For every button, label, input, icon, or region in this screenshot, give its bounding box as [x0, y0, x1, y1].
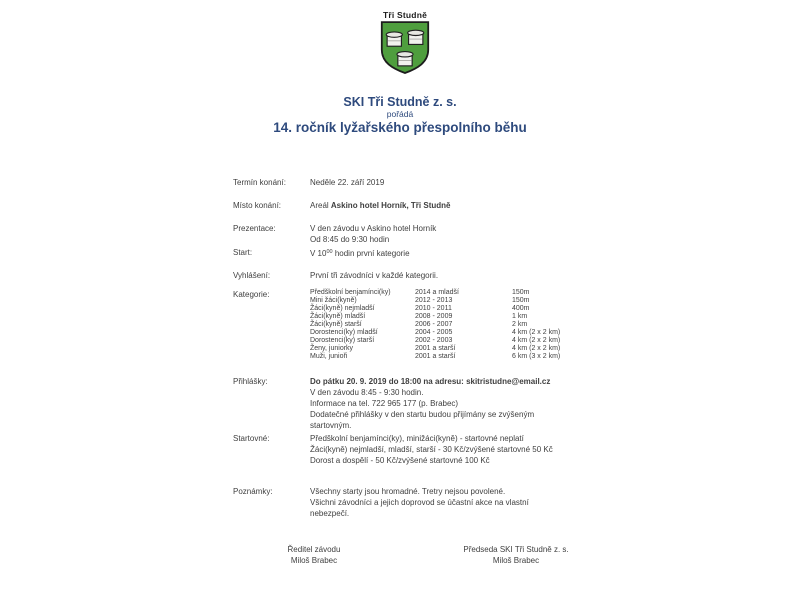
venue-name: Askino hotel Horník, Tři Studně [330, 201, 451, 210]
field-label: Přihlášky: [233, 377, 268, 386]
category-row: Ženy, juniorky 2001 a starší 4 km (2 x 2 km) [310, 345, 561, 352]
field-value [310, 223, 436, 245]
category-table [310, 289, 560, 361]
field-misto [233, 200, 450, 211]
organizer-subtitle: pořádá [386, 109, 414, 119]
category-row: Předškolní benjamínci(ky) 2014 a mladší 150m [310, 289, 530, 296]
field-start [233, 247, 410, 259]
signature-role: Ředitel závodu [287, 545, 341, 554]
signature-club-chairman [430, 544, 602, 566]
field-value: První tři závodníci v každé kategorii. [310, 271, 439, 280]
category-row: Dorostenci(ky) starší 2002 - 2003 4 km (2 x 2 km) [310, 337, 561, 344]
category-row: Dorostenci(ky) mladší 2004 - 2005 4 km (2 x 2 km) [310, 329, 561, 336]
field-label: Místo konání: [233, 201, 282, 210]
start-time-pre: V 10 [310, 249, 327, 258]
field-label: Vyhlášení: [233, 271, 271, 280]
field-kategorie [233, 289, 560, 361]
field-label: Termín konání: [233, 178, 286, 187]
field-label: Poznámky: [233, 487, 273, 496]
entries-deadline: Do pátku 20. 9. 2019 do 18:00 na adresu: skitristudne@email.cz [310, 377, 551, 386]
field-value [310, 433, 553, 466]
category-row: Žáci(kyně) nejmladší 2010 - 2011 400m [310, 305, 530, 312]
prezentace-line: V den závodu v Askino hotel Horník [310, 224, 437, 233]
field-poznamky [233, 486, 529, 519]
signature-role: Předseda SKI Tři Studně z. s. [463, 545, 569, 554]
field-value [310, 247, 410, 259]
fee-line: Dorost a dospělí - 50 Kč/zvýšené startovné 100 Kč [310, 456, 490, 465]
entries-line: Informace na tel. 722 965 177 (p. Brabec) [310, 399, 459, 408]
category-row: Žáci(kyně) starší 2006 - 2007 2 km [310, 321, 528, 328]
field-startovne [233, 433, 553, 466]
venue-prefix: Areál [310, 201, 331, 210]
organizer-name: SKI Tři Studně z. s. [343, 95, 457, 109]
field-prihlasky [233, 376, 550, 431]
field-vyhlaseni [233, 270, 438, 281]
entries-line: V den závodu 8:45 - 9:30 hodin. [310, 388, 424, 397]
entries-line: startovným. [310, 421, 352, 430]
category-row: Žáci(kyně) mladší 2008 - 2009 1 km [310, 313, 528, 320]
note-line: Všechny starty jsou hromadné. Tretry nejsou povolené. [310, 487, 506, 496]
fee-line: Předškolní benjamínci(ky), minižáci(kyně) - startovné neplatí [310, 434, 524, 443]
field-label: Start: [233, 248, 253, 257]
category-row: Mini žáci(kyně) 2012 - 2013 150m [310, 297, 530, 304]
start-time-superscript: 00 [326, 249, 333, 255]
club-logo [370, 10, 440, 75]
event-title: 14. ročník lyžařského přespolního běhu [273, 120, 527, 135]
field-value: Neděle 22. září 2019 [310, 178, 385, 187]
note-line: Všichni závodníci a jejich doprovod se účastní akce na vlastní [310, 498, 529, 507]
field-termin [233, 177, 384, 188]
field-label: Kategorie: [233, 290, 270, 299]
field-value [310, 376, 550, 431]
logo-caption: Tři Studně [382, 10, 428, 20]
title-block [0, 95, 800, 135]
prezentace-line: Od 8:45 do 9:30 hodin [310, 235, 390, 244]
start-time-post: hodin první kategorie [332, 249, 410, 258]
entries-line: Dodatečné přihlášky v den startu budou přijímány se zvýšeným [310, 410, 535, 419]
signature-name: Miloš Brabec [290, 556, 338, 565]
coat-of-arms-icon [380, 21, 430, 75]
field-value [310, 200, 450, 211]
field-value [310, 486, 529, 519]
field-label: Prezentace: [233, 224, 276, 233]
category-row: Muži, junioři 2001 a starší 6 km (3 x 2 km) [310, 353, 561, 360]
signature-name: Miloš Brabec [492, 556, 540, 565]
field-prezentace [233, 223, 436, 245]
fee-line: Žáci(kyně) nejmladší, mladší, starší - 30 Kč/zvýšené startovné 50 Kč [310, 445, 553, 454]
note-line: nebezpečí. [310, 509, 350, 518]
field-label: Startovné: [233, 434, 270, 443]
signature-race-director [234, 544, 394, 566]
